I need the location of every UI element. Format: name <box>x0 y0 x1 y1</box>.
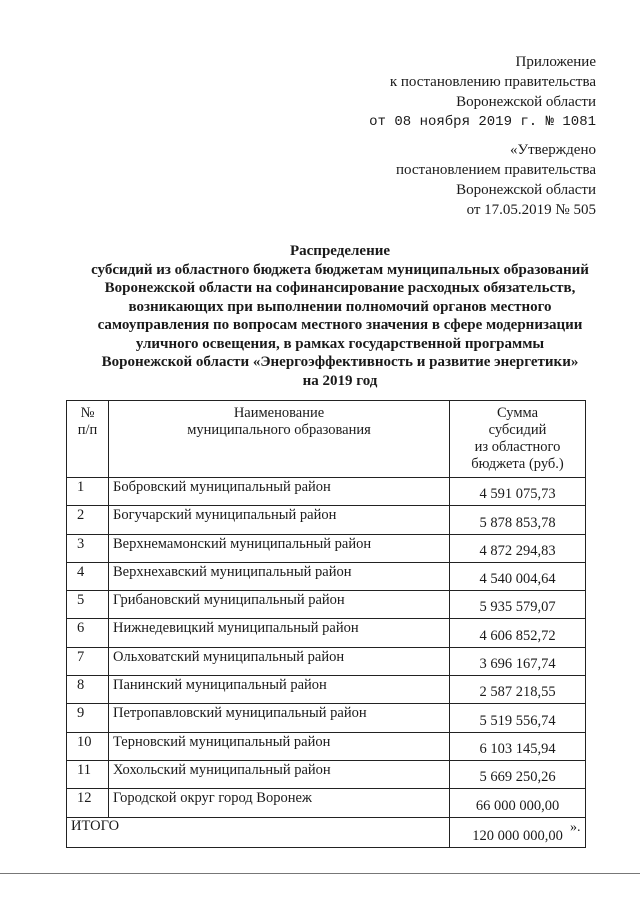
subsidy-amount: 66 000 000,00 <box>450 789 586 817</box>
approval-line: постановлением правительства <box>395 162 596 178</box>
appendix-line: к постановлению правительства <box>389 74 596 90</box>
table-row <box>67 478 586 506</box>
header-num-line: № <box>80 405 95 421</box>
header-num-line: п/п <box>77 422 98 438</box>
header-name-line: муниципального образования <box>187 422 371 438</box>
municipality-name: Верхнемамонский муниципальный район <box>109 534 450 562</box>
approval-line: «Утверждено <box>509 142 596 158</box>
table-row <box>67 760 586 788</box>
subsidy-amount: 2 587 218,55 <box>450 676 586 704</box>
municipality-name: Панинский муниципальный район <box>109 676 450 704</box>
header-sum <box>450 401 586 478</box>
subsidy-amount: 6 103 145,94 <box>450 732 586 760</box>
table-row <box>67 619 586 647</box>
total-label: ИТОГО <box>67 817 450 847</box>
municipality-name: Бобровский муниципальный район <box>109 478 450 506</box>
row-number: 2 <box>67 506 109 534</box>
subsidy-amount: 5 519 556,74 <box>450 704 586 732</box>
title-line: возникающих при выполнении полномочий органов местного <box>128 298 552 315</box>
table-row <box>67 562 586 590</box>
row-number: 7 <box>67 647 109 675</box>
closing-quote-mark: ». <box>570 820 581 835</box>
row-number: 6 <box>67 619 109 647</box>
municipality-name: Богучарский муниципальный район <box>109 506 450 534</box>
municipality-name: Городской округ город Воронеж <box>109 789 450 817</box>
row-number: 9 <box>67 704 109 732</box>
subsidy-amount: 5 878 853,78 <box>450 506 586 534</box>
approval-header <box>396 140 596 220</box>
subsidy-amount: 4 606 852,72 <box>450 619 586 647</box>
table-row <box>67 506 586 534</box>
table-row <box>67 534 586 562</box>
municipality-name: Ольховатский муниципальный район <box>109 647 450 675</box>
approval-line: Воронежской области <box>456 182 596 198</box>
subsidy-table <box>66 400 586 848</box>
header-sum-line: субсидий <box>488 422 547 438</box>
table-row <box>67 789 586 817</box>
title-line: на 2019 год <box>302 372 378 389</box>
subsidy-amount: 4 591 075,73 <box>450 478 586 506</box>
title-line: Воронежской области на софинансирование расходных обязательств, <box>104 280 576 296</box>
row-number: 1 <box>67 478 109 506</box>
row-number: 5 <box>67 591 109 619</box>
header-num <box>67 401 109 478</box>
subsidy-amount: 3 696 167,74 <box>450 647 586 675</box>
subsidy-amount: 4 872 294,83 <box>450 534 586 562</box>
subsidy-amount: 4 540 004,64 <box>450 562 586 590</box>
municipality-name: Хохольский муниципальный район <box>109 760 450 788</box>
table-row <box>67 591 586 619</box>
title-line: самоуправления по вопросам местного значения в сфере модернизации <box>97 317 583 333</box>
appendix-date-line: от 08 ноября 2019 г. № 1081 <box>369 114 596 130</box>
row-number: 12 <box>67 789 109 817</box>
appendix-header <box>369 52 596 132</box>
municipality-name: Грибановский муниципальный район <box>109 591 450 619</box>
appendix-line: Воронежской области <box>456 94 596 110</box>
approval-line: от 17.05.2019 № 505 <box>466 202 596 218</box>
total-amount: 120 000 000,00 <box>450 817 586 847</box>
row-number: 4 <box>67 562 109 590</box>
municipality-name: Петропавловский муниципальный район <box>109 704 450 732</box>
page-bottom-divider <box>0 873 640 874</box>
municipality-name: Верхнехавский муниципальный район <box>109 562 450 590</box>
header-name-line: Наименование <box>233 405 325 421</box>
table-row <box>67 676 586 704</box>
table-row <box>67 704 586 732</box>
header-sum-line: из областного <box>474 439 561 455</box>
municipality-name: Нижнедевицкий муниципальный район <box>109 619 450 647</box>
total-row <box>67 817 586 847</box>
header-name <box>109 401 450 478</box>
title-line: Распределение <box>289 243 391 259</box>
table-header-row <box>67 401 586 478</box>
table-row <box>67 732 586 760</box>
row-number: 8 <box>67 676 109 704</box>
table-row <box>67 647 586 675</box>
row-number: 11 <box>67 760 109 788</box>
appendix-line: Приложение <box>515 54 596 70</box>
header-sum-line: Сумма <box>496 405 539 421</box>
header-sum-line: бюджета (руб.) <box>471 456 564 472</box>
title-line: уличного освещения, в рамках государственной программы <box>135 335 545 352</box>
row-number: 3 <box>67 534 109 562</box>
title-line: Воронежской области «Энергоэффективность и развитие энергетики» <box>101 354 579 370</box>
municipality-name: Терновский муниципальный район <box>109 732 450 760</box>
title-line: субсидий из областного бюджета бюджетам муниципальных образований <box>91 261 589 278</box>
subsidy-amount: 5 935 579,07 <box>450 591 586 619</box>
document-title <box>60 242 620 390</box>
subsidy-amount: 5 669 250,26 <box>450 760 586 788</box>
row-number: 10 <box>67 732 109 760</box>
